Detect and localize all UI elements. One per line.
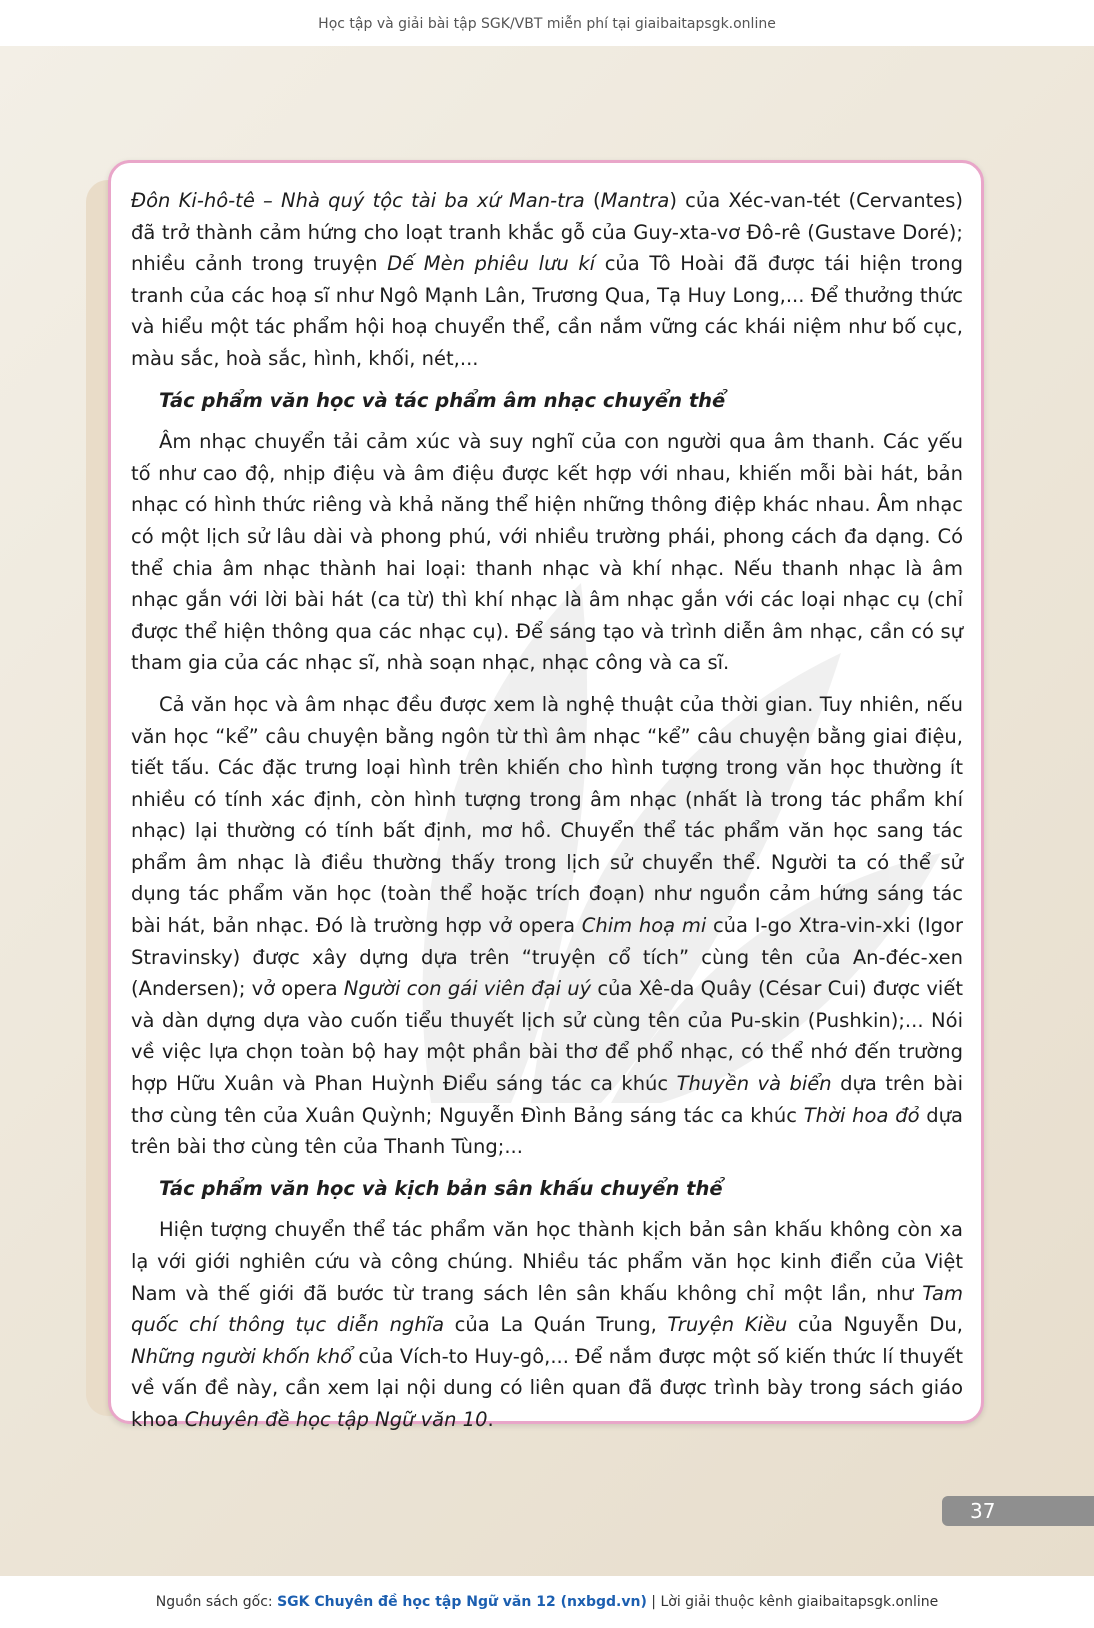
body-text: của I-go Xtra-vin-xki (Igor Stravinsky) được xây dựng dựa trên “truyện cổ tích” cùng tên của An-đéc-xen (Andersen); vở opera [131, 914, 963, 1001]
paragraph-4 [131, 1214, 963, 1435]
paragraph-3 [131, 689, 963, 1163]
italic-title-text: Mantra [600, 189, 670, 212]
italic-title-text: Đôn Ki-hô-tê – Nhà quý tộc tài ba xứ Man-tra [131, 189, 585, 212]
body-text: của Tô Hoài đã được tái hiện trong tranh của các hoạ sĩ như Ngô Mạnh Lân, Trương Qua, Tạ Huy Long,... Để thưởng thức và hiểu một tác phẩm hội hoạ chuyển thể, cần nắm vững các khái niệm như bố cục, màu sắc, hoà sắc, hình, khối, nét,... [131, 252, 963, 370]
footer-source-link[interactable]: SGK Chuyên đề học tập Ngữ văn 12 (nxbgd.vn) [277, 1594, 647, 1610]
body-text: của Nguyễn Du, [787, 1313, 963, 1337]
body-text: của La Quán Trung, [444, 1313, 668, 1337]
top-banner [0, 0, 1094, 46]
top-banner-text: Học tập và giải bài tập SGK/VBT miễn phí tại giaibaitapsgk.online [318, 16, 776, 32]
body-text: Cả văn học và âm nhạc đều được xem là nghệ thuật của thời gian. Tuy nhiên, nếu văn học “kể” câu chuyện bằng ngôn từ thì âm nhạc “kể” câu chuyện bằng giai điệu, tiết tấu. Các đặc trưng loại hình trên khiến cho hình tượng trong văn học thường ít nhiều có tính xác định, còn hình tượng trong âm nhạc (nhất là trong tác phẩm khí nhạc) lại thường có tính bất định, mơ hồ. Chuyển thể tác phẩm văn học sang tác phẩm âm nhạc là điều thường thấy trong lịch sử chuyển thể. Người ta có thể sử dụng tác phẩm văn học (toàn thể hoặc trích đoạn) như nguồn cảm hứng sáng tác bài hát, bản nhạc. Đó là trường hợp vở opera [131, 692, 963, 938]
italic-title-text: Tam quốc chí thông tục diễn nghĩa [131, 1281, 963, 1337]
body-text: dựa trên bài thơ cùng tên của Xuân Quỳnh; Nguyễn Đình Bảng sáng tác ca khúc [131, 1072, 963, 1127]
footer-prefix: Nguồn sách gốc: [155, 1594, 278, 1610]
italic-title-text: Chim hoạ mi [581, 914, 707, 938]
page-number: 37 [942, 1496, 1094, 1526]
italic-title-text: Thời hoa đỏ [803, 1103, 920, 1127]
body-text: dựa trên bài thơ cùng tên của Thanh Tùng;... [131, 1103, 963, 1159]
content-card [108, 160, 984, 1431]
body-text: Hiện tượng chuyển thể tác phẩm văn học thành kịch bản sân khấu không còn xa lạ với giới nghiên cứu và công chúng. Nhiều tác phẩm văn học kinh điển của Việt Nam và thế giới đã bước từ trang sách lên sân khấu không chỉ một lần, như [131, 1218, 963, 1305]
body-text: Âm nhạc chuyển tải cảm xúc và suy nghĩ của con người qua âm thanh. Các yếu tố như cao độ, nhịp điệu và âm điệu được kết hợp với nhau, khiến mỗi bài hát, bản nhạc có hình thức riêng và khả năng thể hiện những thông điệp khác nhau. Âm nhạc có một lịch sử lâu dài và phong phú, với nhiều trường phái, phong cách đa dạng. Có thể chia âm nhạc thành hai loại: thanh nhạc và khí nhạc. Nếu thanh nhạc là âm nhạc gắn với lời bài hát (ca từ) thì khí nhạc là âm nhạc gắn với các loại nhạc cụ (chỉ được thể hiện thông qua các nhạc cụ). Để sáng tạo và trình diễn âm nhạc, cần có sự tham gia của các nhạc sĩ, nhà soạn nhạc, nhạc công và ca sĩ. [131, 430, 963, 675]
article-body [131, 185, 963, 1446]
paragraph-2 [131, 426, 963, 679]
body-text: . [487, 1407, 494, 1431]
bottom-banner [0, 1576, 1094, 1626]
section-heading-theatre: Tác phẩm văn học và kịch bản sân khấu chuyển thể [159, 1176, 723, 1200]
section-heading-music: Tác phẩm văn học và tác phẩm âm nhạc chuyển thể [159, 388, 726, 412]
italic-title-text: Chuyên đề học tập Ngữ văn 10 [184, 1407, 488, 1431]
italic-title-text: Thuyền và biển [676, 1072, 832, 1096]
italic-title-text: Dế Mèn phiêu lưu kí [387, 252, 596, 276]
body-text: ( [584, 189, 601, 212]
footer-suffix: | Lời giải thuộc kênh giaibaitapsgk.online [646, 1594, 939, 1610]
body-text: của Vích-to Huy-gô,... Để nắm được một số kiến thức lí thuyết về vấn đề này, cần xem lại nội dung có liên quan đã được trình bày trong sách giáo khoa [131, 1344, 963, 1431]
italic-title-text: Người con gái viên đại uý [343, 977, 592, 1001]
body-text: ) của Xéc-van-tét (Cervantes) đã trở thành cảm hứng cho loạt tranh khắc gỗ của Guy-xta-vơ Đô-rê (Gustave Doré); nhiều cảnh trong truyện [131, 189, 963, 276]
body-text: của Xê-da Quây (César Cui) được viết và dàn dựng dựa vào cuốn tiểu thuyết lịch sử cùng tên của Pu-skin (Pushkin);... Nói về việc lựa chọn toàn bộ hay một phần bài thơ để phổ nhạc, có thể nhớ đến trường hợp Hữu Xuân và Phan Huỳnh Điểu sáng tác ca khúc [131, 977, 963, 1096]
paragraph-1 [131, 185, 963, 375]
book-page [0, 46, 1094, 1576]
italic-title-text: Truyện Kiều [667, 1313, 788, 1337]
italic-title-text: Những người khốn khổ [131, 1344, 353, 1368]
